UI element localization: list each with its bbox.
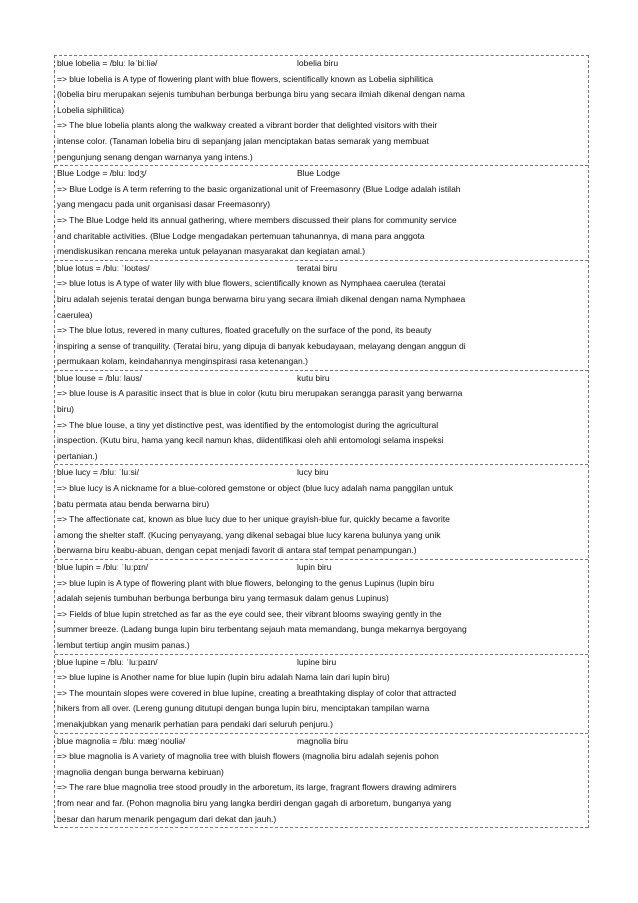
entry-text-line: permukaan kolam, keindahannya menginspirasi rasa ketenangan.) [57,356,308,367]
dictionary-entry [55,56,588,166]
entry-text-line: => The blue louse, a tiny yet distinctive pest, was identified by the entomologist during the agricultural [57,419,439,430]
entry-text-line: yang mengacu pada unit organisasi dasar Freemasonry) [57,199,271,210]
entry-text-line: and charitable activities. (Blue Lodge mengadakan pertemuan tahunannya, di mana para anggota [57,230,425,241]
entry-text-line: => The affectionate cat, known as blue lucy due to her unique grayish-blue fur, quickly became a favorite [57,514,450,525]
entry-text-line: hikers from all over. (Lereng gunung ditutupi dengan bunga lupin biru, menciptakan tampilan warna [57,703,430,714]
entry-term: blue lucy = /bluː ˈluːsi/ [57,467,139,478]
entry-term: blue lupin = /bluː ˈluːpɪn/ [57,562,149,572]
entry-header [57,734,586,750]
entry-text-line: => The blue lotus, revered in many cultures, floated gracefully on the surface of the pond, its beauty [57,325,432,336]
entry-text-line: lembut tertiup angin musim panas.) [57,639,190,650]
entry-text-line: mendiskusikan rencana mereka untuk pelayanan masyarakat dan kegiatan amal.) [57,246,366,257]
dictionary-entry [55,166,588,261]
entry-text-line: from near and far. (Pohon magnolia biru yang langka berdiri dengan gagah di arboretum, bunganya yang [57,797,452,808]
entry-term: blue lobelia = /bluː ləˈbiːliə/ [57,58,158,68]
dictionary-entry [55,465,588,560]
entry-text-line: (lobelia biru merupakan sejenis tumbuhan berbunga berbunga biru yang secara ilmiah dikenal dengan nama [57,89,465,100]
entry-text-line: magnolia dengan bunga berwarna kebiruan) [57,766,224,777]
entry-term: blue louse = /bluː laʊs/ [57,372,142,383]
entry-term: Blue Lodge = /bluː lɒdʒ/ [57,168,147,179]
entry-text-line: => blue lupine is Another name for blue lupin (lupin biru adalah Nama lain dari lupin biru) [57,672,390,683]
entry-text-line: inspiring a sense of tranquility. (Teratai biru, yang dipuja di banyak kebudayaan, melayang dengan anggun di [57,340,466,351]
entry-text-line: summer breeze. (Ladang bunga lupin biru terbentang sejauh mata memandang, bunga mekarnya bergoyang [57,624,467,635]
entry-text-line: => blue lucy is A nickname for a blue-colored gemstone or object (blue lucy adalah nama panggilan untuk [57,483,453,494]
entry-header [57,371,586,387]
entry-text-line: berwarna biru keabu-abuan, dengan cepat menjadi favorit di antara staf tempat penampungan.) [57,545,417,556]
entry-term: blue magnolia = /bluː mægˈnoʊliə/ [57,735,186,746]
entry-term: blue lotus = /bluː ˈloʊtəs/ [57,262,150,273]
entry-text-line: pengunjung senang dengan warnanya yang intens.) [57,151,253,162]
entry-text-line: inspection. (Kutu biru, hama yang kecil namun khas, diidentifikasi oleh ahli entomologi selama inspeksi [57,435,444,446]
entry-text-line: adalah sejenis tumbuhan berbunga berbunga biru yang termasuk dalam genus Lupinus) [57,593,389,604]
entry-text-line: among the shelter staff. (Kucing penyayang, yang dikenal sebagai blue lucy karena bulunya yang unik [57,529,441,540]
dictionary-entry [55,560,588,655]
dictionary-entry [55,734,588,829]
entry-text-line: => The blue lobelia plants along the walkway created a vibrant border that delighted visitors with their [57,120,438,131]
entry-translation: lobelia biru [297,58,339,68]
entry-translation: kutu biru [297,372,330,383]
entry-text-line: => blue magnolia is A variety of magnolia tree with bluish flowers (magnolia biru adalah sejenis pohon [57,751,439,762]
entry-text-line: => The Blue Lodge held its annual gathering, where members discussed their plans for community service [57,214,457,225]
entry-text-line: => blue lobelia is A type of flowering plant with blue flowers, scientifically known as Lobelia siphilitica [57,73,434,84]
entry-translation: teratai biru [297,262,338,273]
entry-text-line: biru adalah sejenis teratai dengan bunga berwarna biru yang secara ilmiah dikenal dengan nama Nymphaea [57,293,466,304]
entry-text-line: batu permata atau benda berwarna biru) [57,498,210,509]
entry-text-line: biru) [57,404,75,415]
entry-header [57,560,586,576]
entry-text-line: => Blue Lodge is A term referring to the basic organizational unit of Freemasonry (Blue Lodge adalah istilah [57,183,461,194]
entry-text-line: besar dan harum menarik pengagum dari dekat dan jauh.) [57,813,277,824]
entry-text-line: => blue louse is A parasitic insect that is blue in color (kutu biru merupakan serangga parasit yang berwarna [57,388,463,399]
entry-header [57,166,586,182]
entry-text-line: => The rare blue magnolia tree stood proudly in the arboretum, its large, fragrant flowers drawing admirers [57,782,457,793]
dictionary-entry [55,371,588,466]
entry-text-line: => blue lotus is A type of water lily with blue flowers, scientifically known as Nymphaea caerulea (teratai [57,278,446,289]
entry-header [57,655,586,671]
entry-header [57,261,586,277]
dictionary-entry [55,261,588,371]
entry-translation: magnolia biru [297,735,349,746]
entry-header [57,56,586,72]
dictionary-sheet [54,55,589,828]
entry-text-line: menakjubkan yang menarik perhatian para pendaki dari seluruh penjuru.) [57,718,333,729]
entry-text-line: Lobelia siphilitica) [57,104,125,115]
entry-text-line: => blue lupin is A type of flowering plant with blue flowers, belonging to the genus Lupinus (lupin biru [57,577,435,588]
entry-text-line: intense color. (Tanaman lobelia biru di sepanjang jalan menciptakan batas semarak yang membuat [57,135,429,146]
entry-header [57,465,586,481]
entry-text-line: pertanian.) [57,450,98,461]
entry-text-line: => Fields of blue lupin stretched as far as the eye could see, their vibrant blooms swaying gently in the [57,608,442,619]
entry-translation: lupin biru [297,562,332,572]
entry-translation: lupine biru [297,656,337,667]
entry-text-line: => The mountain slopes were covered in blue lupine, creating a breathtaking display of color that attracted [57,687,457,698]
entry-translation: lucy biru [297,467,329,478]
entry-term: blue lupine = /bluː ˈluːpaɪn/ [57,656,158,667]
entry-text-line: caerulea) [57,309,93,320]
entry-translation: Blue Lodge [297,168,341,179]
dictionary-entry [55,655,588,734]
